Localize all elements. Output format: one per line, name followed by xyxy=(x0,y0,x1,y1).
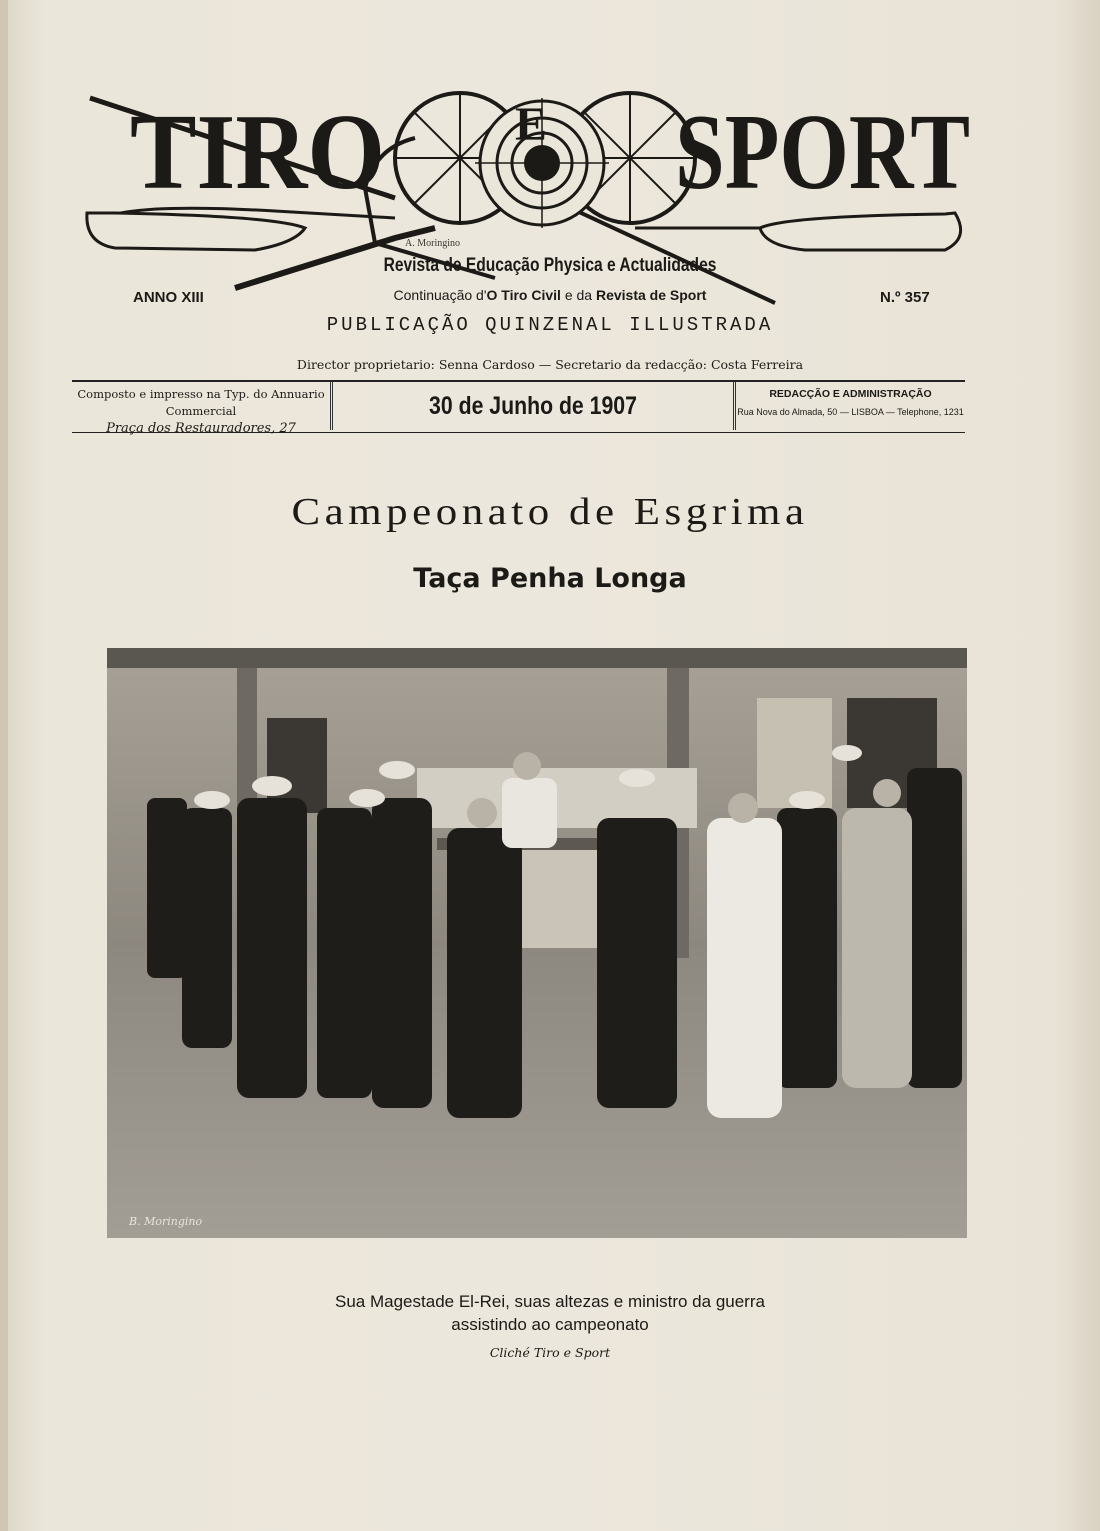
article-headline: Campeonato de Esgrima xyxy=(291,491,809,533)
continuation-joiner: e da xyxy=(560,287,596,303)
volume-label: ANNO XIII xyxy=(133,289,204,306)
oar-right-blade xyxy=(760,213,961,250)
issue-date: 30 de Junho de 1907 xyxy=(429,392,637,420)
printer-line-1: Composto e impresso na Typ. do Annuario Commercial xyxy=(77,387,325,418)
photo-caption xyxy=(200,1290,900,1336)
continuation-line xyxy=(300,287,800,303)
page-edge xyxy=(0,0,8,1531)
director-line: Director proprietario: Senna Cardoso — Secretario da redacção: Costa Ferreira xyxy=(296,357,804,372)
caption-line-2: assistindo ao campeonato xyxy=(451,1315,649,1334)
continuation-prefix: Continuação d' xyxy=(393,287,487,303)
continuation-source-1: O Tiro Civil xyxy=(486,287,561,303)
info-bar xyxy=(72,380,965,436)
caption-line-1: Sua Magestade El-Rei, suas altezas e ministro da guerra xyxy=(335,1292,765,1311)
printer-line-2: Praça dos Restauradores, 27 xyxy=(106,421,296,436)
publication-type: PUBLICAÇÃO QUINZENAL ILLUSTRADA xyxy=(326,314,774,336)
admin-title: REDACÇÃO E ADMINISTRAÇÃO xyxy=(769,388,932,400)
issue-number: N.º 357 xyxy=(880,289,930,306)
issue-date-box xyxy=(330,382,736,430)
title-right: SPORT xyxy=(675,93,970,212)
continuation-source-2: Revista de Sport xyxy=(595,287,707,303)
photo-scene xyxy=(107,648,967,1238)
photo-credit: B. Moringino xyxy=(129,1215,203,1228)
title-left: TIRO xyxy=(130,93,385,212)
masthead-signature: A. Moringino xyxy=(405,238,460,249)
title-mid: E xyxy=(515,98,548,151)
oar-left-blade xyxy=(87,213,305,250)
printer-info xyxy=(72,386,330,437)
photo-cliche: Cliché Tiro e Sport xyxy=(489,1345,611,1360)
article-photo xyxy=(107,648,967,1238)
admin-info xyxy=(736,388,965,417)
admin-address: Rua Nova do Almada, 50 — LISBOA — Telephone, 1231 xyxy=(737,407,964,417)
masthead-subtitle: Revista de Educação Physica e Actualidades xyxy=(383,255,717,276)
article-subheadline: Taça Penha Longa xyxy=(413,563,687,594)
